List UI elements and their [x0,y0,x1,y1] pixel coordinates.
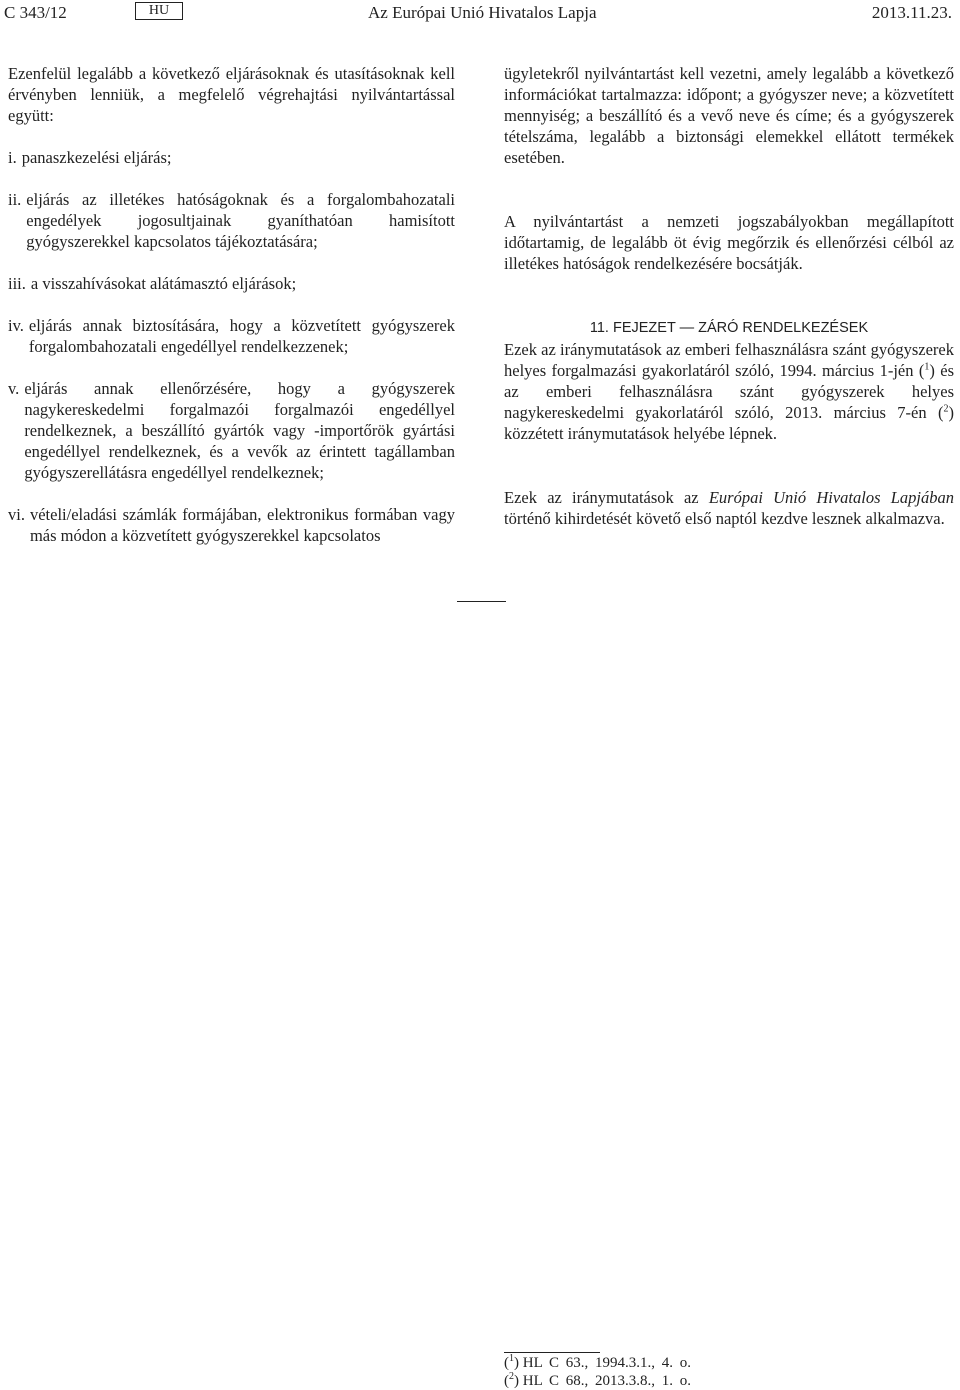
list-item-number: ii. [8,190,22,209]
records-paragraph: ügyletekről nyilvántartást kell vezetni, amely legalább a következő információkat tartalmazza: időpont; a gyógyszer neve; a közvetített mennyiség; a beszállító és a vevő neve és címe; és a gyógyszerek tételszáma, legalább a biztonsági elemekkel ellátott termékek esetében. [504,64,954,167]
footnote-ref-1: 1 [924,361,930,373]
list-item [8,504,455,546]
list-item-number: v. [8,379,20,398]
list-item-text: eljárás annak biztosítására, hogy a közvetített gyógyszerek forgalombahozatali engedéllyel rendelkezzenek; [28,316,455,356]
footnote-ref-2: 2 [943,403,949,415]
footnote: ($^2$) HL C 68., 2013.3.8., 1. o. [504,1371,691,1389]
list-item [8,273,455,294]
left-column [8,63,455,546]
list-item-text: panaszkezelési eljárás; [21,148,172,167]
replacement-text-part: ) közzétett iránymutatások helyébe lépnek. [504,403,954,443]
list-item-number: i. [8,148,17,167]
entry-text-part: Ezek az iránymutatások az [504,488,709,507]
chapter-heading: 11. FEJEZET — ZÁRÓ RENDELKEZÉSEK [589,320,869,336]
footnote-rule [504,1352,600,1353]
footnote-text: HL C 68., 2013.3.8., 1. o. [522,1373,691,1389]
page-reference: C 343/12 [4,3,67,22]
intro-paragraph: Ezenfelül legalább a következő eljárásoknak és utasításoknak kell érvényben lenniük, a megfelelő végrehajtási nyilvántartással együtt: [8,64,455,125]
replacement-text-part: Ezek az iránymutatások az emberi felhasználásra szánt gyógyszerek helyes forgalmazási gyakorlatáról szóló, 1994. március 1-jén ( [504,340,954,380]
language-code-box: HU [135,2,183,20]
list-item-text: vételi/eladási számlák formájában, elektronikus formában vagy más módon a közvetített gyógyszerekkel kapcsolatos [29,505,455,545]
footnote: ($^1$) HL C 63., 1994.3.1., 4. o. [504,1353,691,1371]
journal-name-italic: Európai Unió Hivatalos Lapjában [708,488,954,507]
entry-into-force-paragraph [504,487,954,529]
entry-text-part: történő kihirdetését követő első naptól kezdve lesznek alkalmazva. [504,509,945,528]
replacement-paragraph [504,339,954,444]
replacement-text-part: ) és az emberi felhasználásra szánt gyógyszerek helyes nagykereskedelmi gyakorlatáról szóló, 2013. március 7-én ( [504,361,954,422]
list-item-number: vi. [8,505,25,524]
list-item [8,315,455,357]
page-header [0,0,960,28]
list-item [8,189,455,252]
right-column [504,63,954,529]
retention-paragraph: A nyilvántartást a nemzeti jogszabályokban megállapított időtartamig, de legalább öt évig megőrzik és ellenőrzési célból az illetékes hatóságok rendelkezésére bocsátják. [504,212,954,273]
footnote-mark: 2 [509,1371,514,1382]
list-item [8,378,455,483]
list-item-text: a visszahívásokat alátámasztó eljárások; [30,274,297,293]
list-item-number: iii. [8,274,26,293]
footnote-mark: 1 [509,1353,514,1364]
list-item-text: eljárás az illetékes hatóságoknak és a forgalombahozatali engedélyek jogosultjainak gyaníthatóan hamisított gyógyszerekkel kapcsolatos tájékoztatására; [26,190,455,251]
list-item-number: iv. [8,316,24,335]
footnote-text: HL C 63., 1994.3.1., 4. o. [522,1355,691,1371]
publication-date: 2013.11.23. [871,3,952,22]
list-item [8,147,455,168]
list-item-text: eljárás annak ellenőrzésére, hogy a gyógyszerek nagykereskedelmi forgalmazói forgalmazói engedéllyel rendelkeznek, a beszállító gyártók vagy -importőrök gyártási engedéllyel rendelkeznek, és a vevők az érintett tagállamban gyógyszerellátásra engedéllyel rendelkeznek; [24,379,455,482]
end-of-text-separator [457,601,506,602]
journal-title: Az Európai Unió Hivatalos Lapja [368,3,597,22]
